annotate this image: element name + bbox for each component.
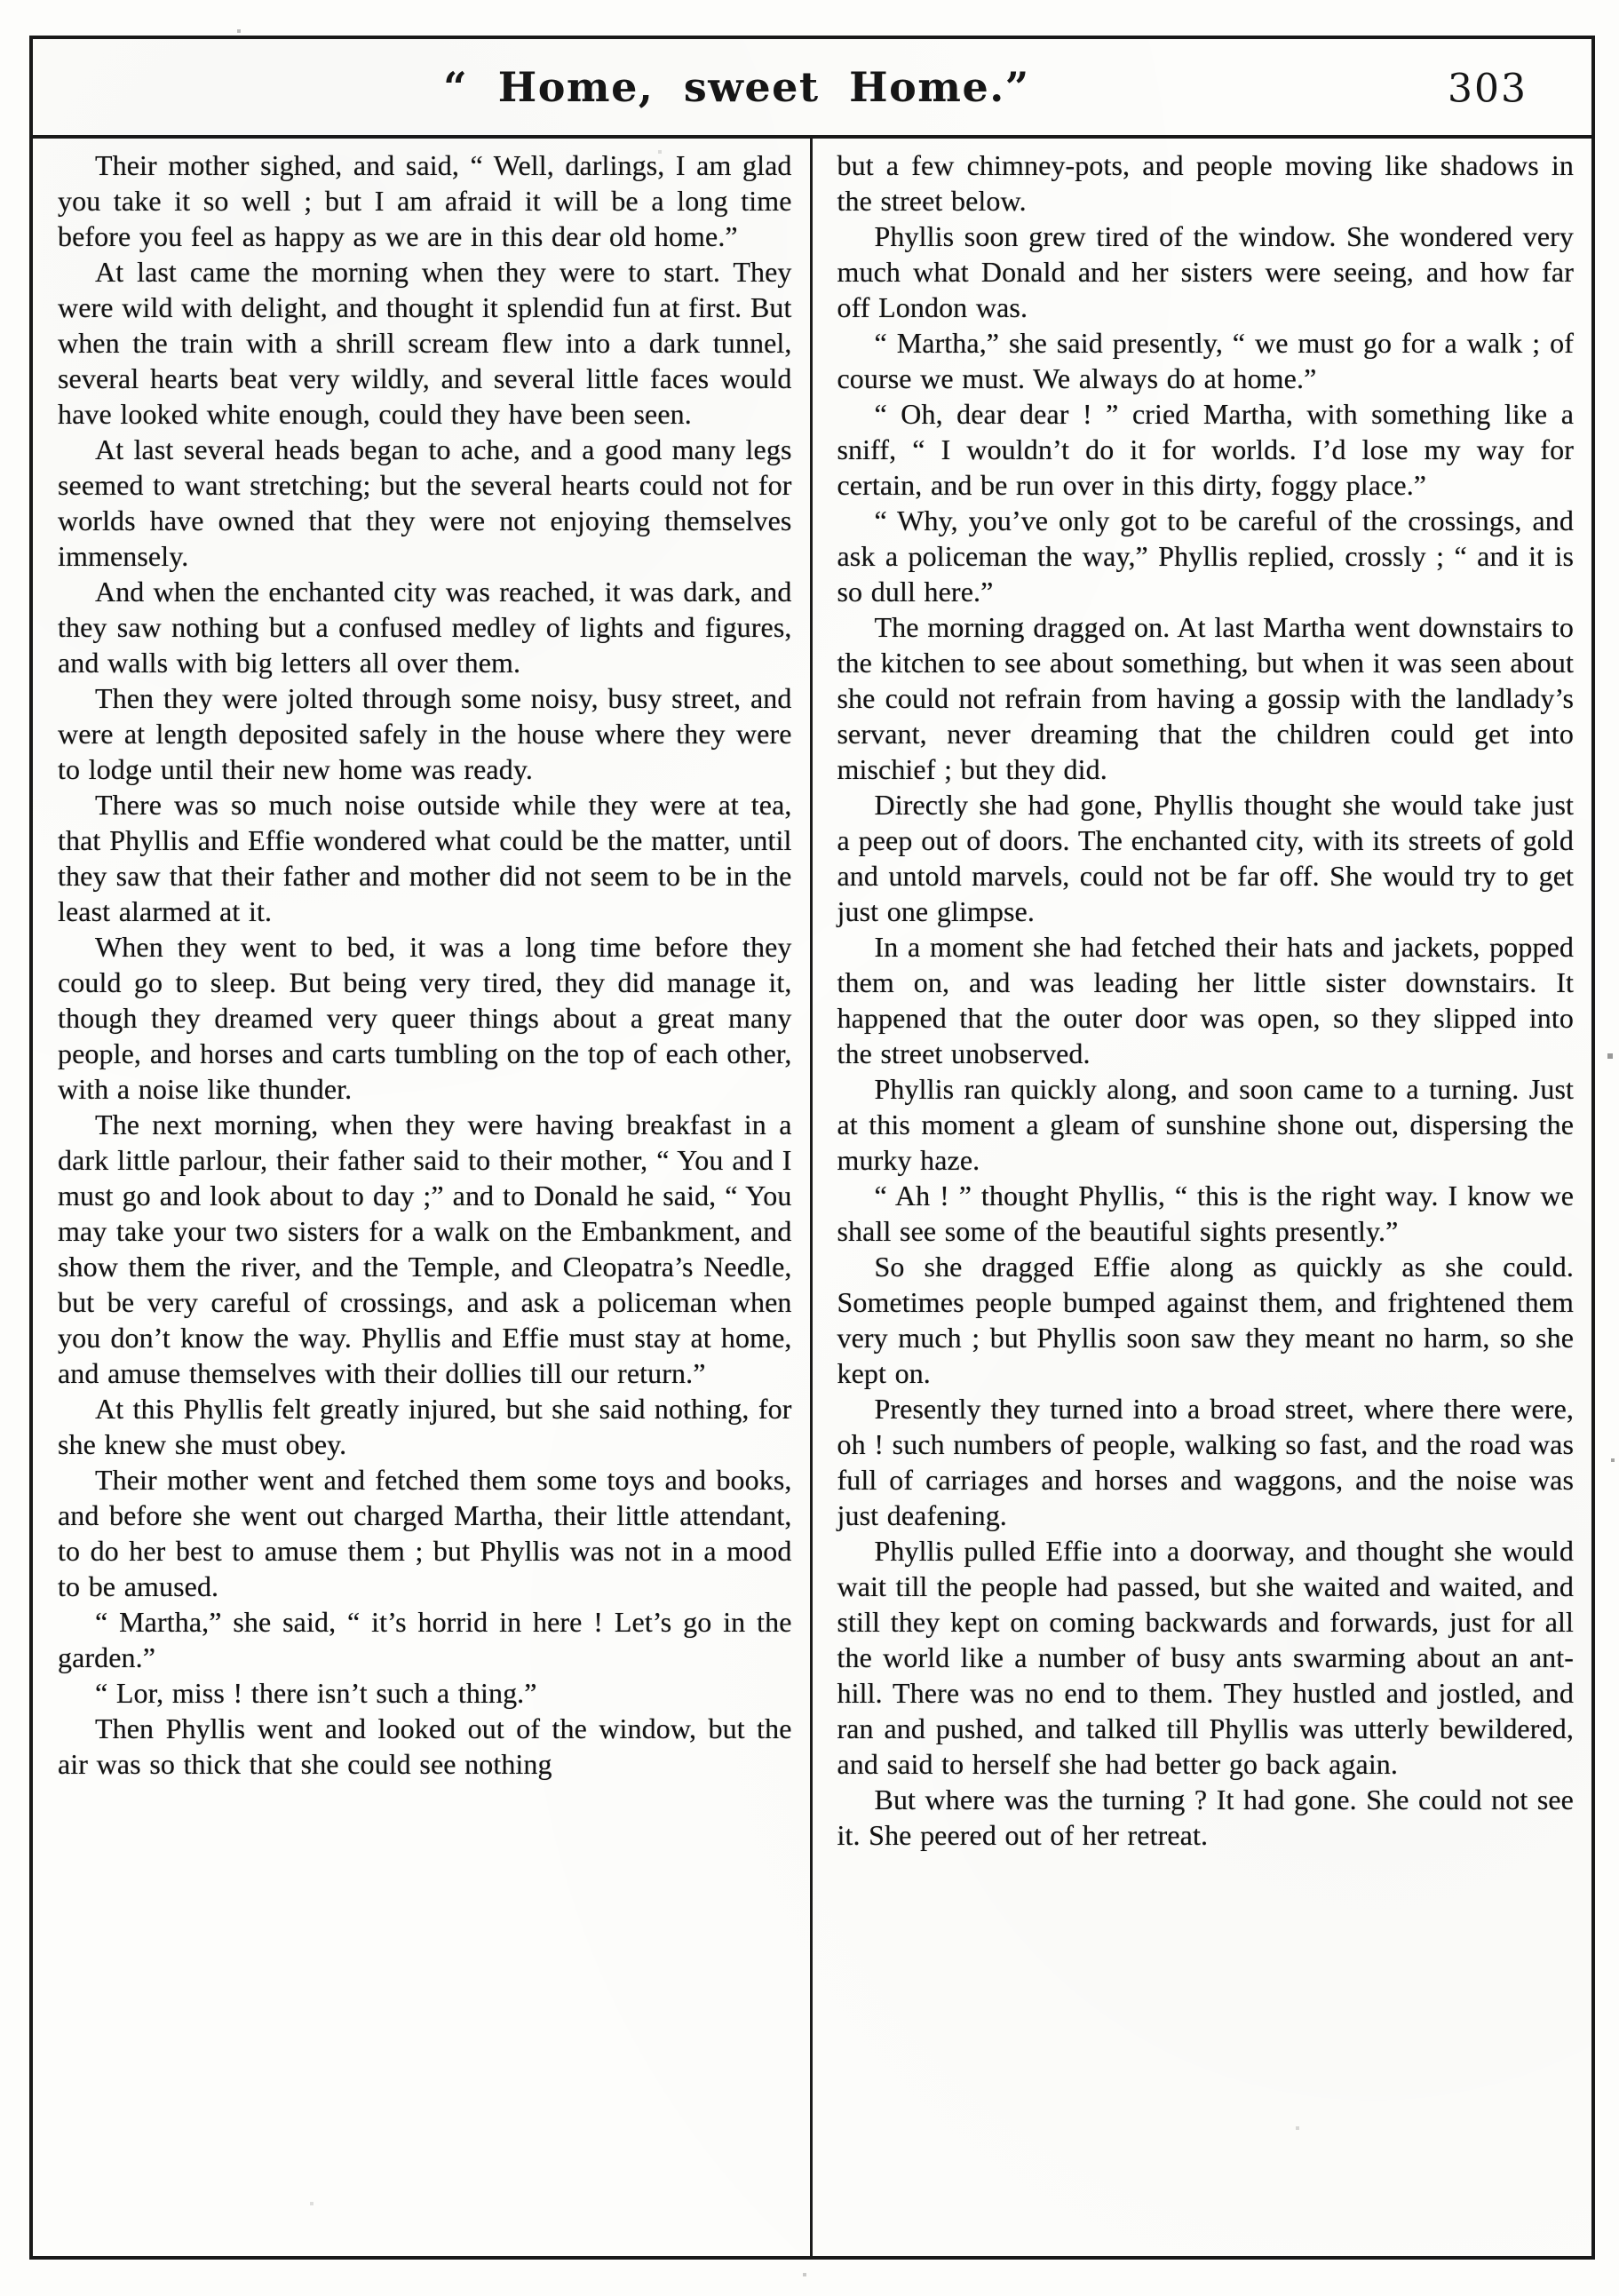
paragraph: The morning dragged on. At last Martha went downstairs to the kitchen to see about something, but when it was seen about she could not refrain from having a gossip with the landlady’s servant, never dreaming that the children could get into mischief ; but they did.: [837, 611, 1574, 785]
paragraph-continuation: but a few chimney-pots, and people moving like shadows in the street below.: [837, 149, 1574, 217]
paragraph: Their mother sighed, and said, “ Well, darlings, I am glad you take it so well ; but I am afraid it will be a long time before you feel as happy as we are in this dear old home.”: [58, 149, 792, 252]
left-column: [33, 139, 813, 2256]
paragraph: At last several heads began to ache, and a good many legs seemed to want stretching; but the several hearts could not for worlds have owned that they were not enjoying themselves immensely.: [58, 433, 792, 572]
paragraph: “ Oh, dear dear ! ” cried Martha, with something like a sniff, “ I wouldn’t do it for worlds. I’d lose my way for certain, and be run over in this dirty, foggy place.”: [837, 398, 1574, 501]
paragraph: The next morning, when they were having breakfast in a dark little parlour, their father said to their mother, “ You and I must go and look about to day ;” and to Donald he said, “ You may take your two sisters for a walk on the Embankment, and show them the river, and the Temple, and Cleopatra’s Needle, but be very careful of crossings, and ask a policeman when you don’t know the way. Phyllis and Effie must stay at home, and amuse themselves with their dollies till our return.”: [58, 1108, 792, 1389]
paragraph: At this Phyllis felt greatly injured, but she said nothing, for she knew she must obey.: [58, 1393, 792, 1460]
paragraph: “ Martha,” she said presently, “ we must go for a walk ; of course we must. We always do at home.”: [837, 327, 1574, 394]
paragraph: There was so much noise outside while they were at tea, that Phyllis and Effie wondered what could be the matter, until they saw that their father and mother did not seem to be in the least alarmed at it.: [58, 789, 792, 927]
paragraph: Then they were jolted through some noisy, busy street, and were at length deposited safely in the house where they were to lodge until their new home was ready.: [58, 682, 792, 785]
page-frame: [29, 36, 1595, 2260]
paragraph: In a moment she had fetched their hats and jackets, popped them on, and was leading her little sister downstairs. It happened that the outer door was open, so they slipped into the street unobserved.: [837, 931, 1574, 1069]
running-title: “ Home, sweet Home.”: [443, 63, 1030, 111]
paragraph: So she dragged Effie along as quickly as she could. Sometimes people bumped against them, and frightened them very much ; but Phyllis soon saw they meant no harm, so she kept on.: [837, 1251, 1574, 1389]
paragraph: Then Phyllis went and looked out of the window, but the air was so thick that she could see nothing: [58, 1712, 792, 1780]
paragraph: “ Why, you’ve only got to be careful of the crossings, and ask a policeman the way,” Phyllis replied, crossly ; “ and it is so dull here.”: [837, 504, 1574, 608]
page-number: 303: [1448, 66, 1528, 112]
paragraph: Presently they turned into a broad street, where there were, oh ! such numbers of people, walking so fast, and the road was full of carriages and horses and waggons, and the noise was just deafening.: [837, 1393, 1574, 1531]
paragraph: “ Martha,” she said, “ it’s horrid in here ! Let’s go in the garden.”: [58, 1606, 792, 1673]
paragraph: At last came the morning when they were to start. They were wild with delight, and thought it splendid fun at first. But when the train with a shrill scream flew into a dark tunnel, several hearts beat very wildly, and several little faces would have looked white enough, could they have been seen.: [58, 256, 792, 430]
paragraph: But where was the turning ? It had gone. She could not see it. She peered out of her retreat.: [837, 1784, 1574, 1851]
paragraph: Their mother went and fetched them some toys and books, and before she went out charged Martha, their little attendant, to do her best to amuse them ; but Phyllis was not in a mood to be amused.: [58, 1464, 792, 1602]
scan-noise: [0, 0, 2, 2]
paragraph: Phyllis pulled Effie into a doorway, and thought she would wait till the people had passed, but she waited and waited, and still they kept on coming backwards and forwards, just for all the world like a number of busy ants swarming about an ant-hill. There was no end to them. They hustled and jostled, and ran and pushed, and talked till Phyllis was utterly bewildered, and said to herself she had better go back again.: [837, 1535, 1574, 1780]
paragraph: “ Lor, miss ! there isn’t such a thing.”: [95, 1677, 537, 1709]
paragraph: Directly she had gone, Phyllis thought she would take just a peep out of doors. The enchanted city, with its streets of gold and untold marvels, could not be far off. She would try to get just one glimpse.: [837, 789, 1574, 927]
paragraph: And when the enchanted city was reached, it was dark, and they saw nothing but a confused medley of lights and figures, and walls with big letters all over them.: [58, 576, 792, 679]
paragraph: When they went to bed, it was a long time before they could go to sleep. But being very tired, they did manage it, though they dreamed very queer things about a great many people, and horses and carts tumbling on the top of each other, with a noise like thunder.: [58, 931, 792, 1105]
page-header: [33, 39, 1591, 139]
paragraph: Phyllis soon grew tired of the window. She wondered very much what Donald and her sisters were seeing, and how far off London was.: [837, 220, 1574, 323]
text-columns: [33, 139, 1591, 2256]
paragraph: “ Ah ! ” thought Phyllis, “ this is the right way. I know we shall see some of the beautiful sights presently.”: [837, 1180, 1574, 1247]
paragraph: Phyllis ran quickly along, and soon came to a turning. Just at this moment a gleam of sunshine shone out, dispersing the murky haze.: [837, 1073, 1574, 1176]
right-column: [813, 139, 1592, 2256]
